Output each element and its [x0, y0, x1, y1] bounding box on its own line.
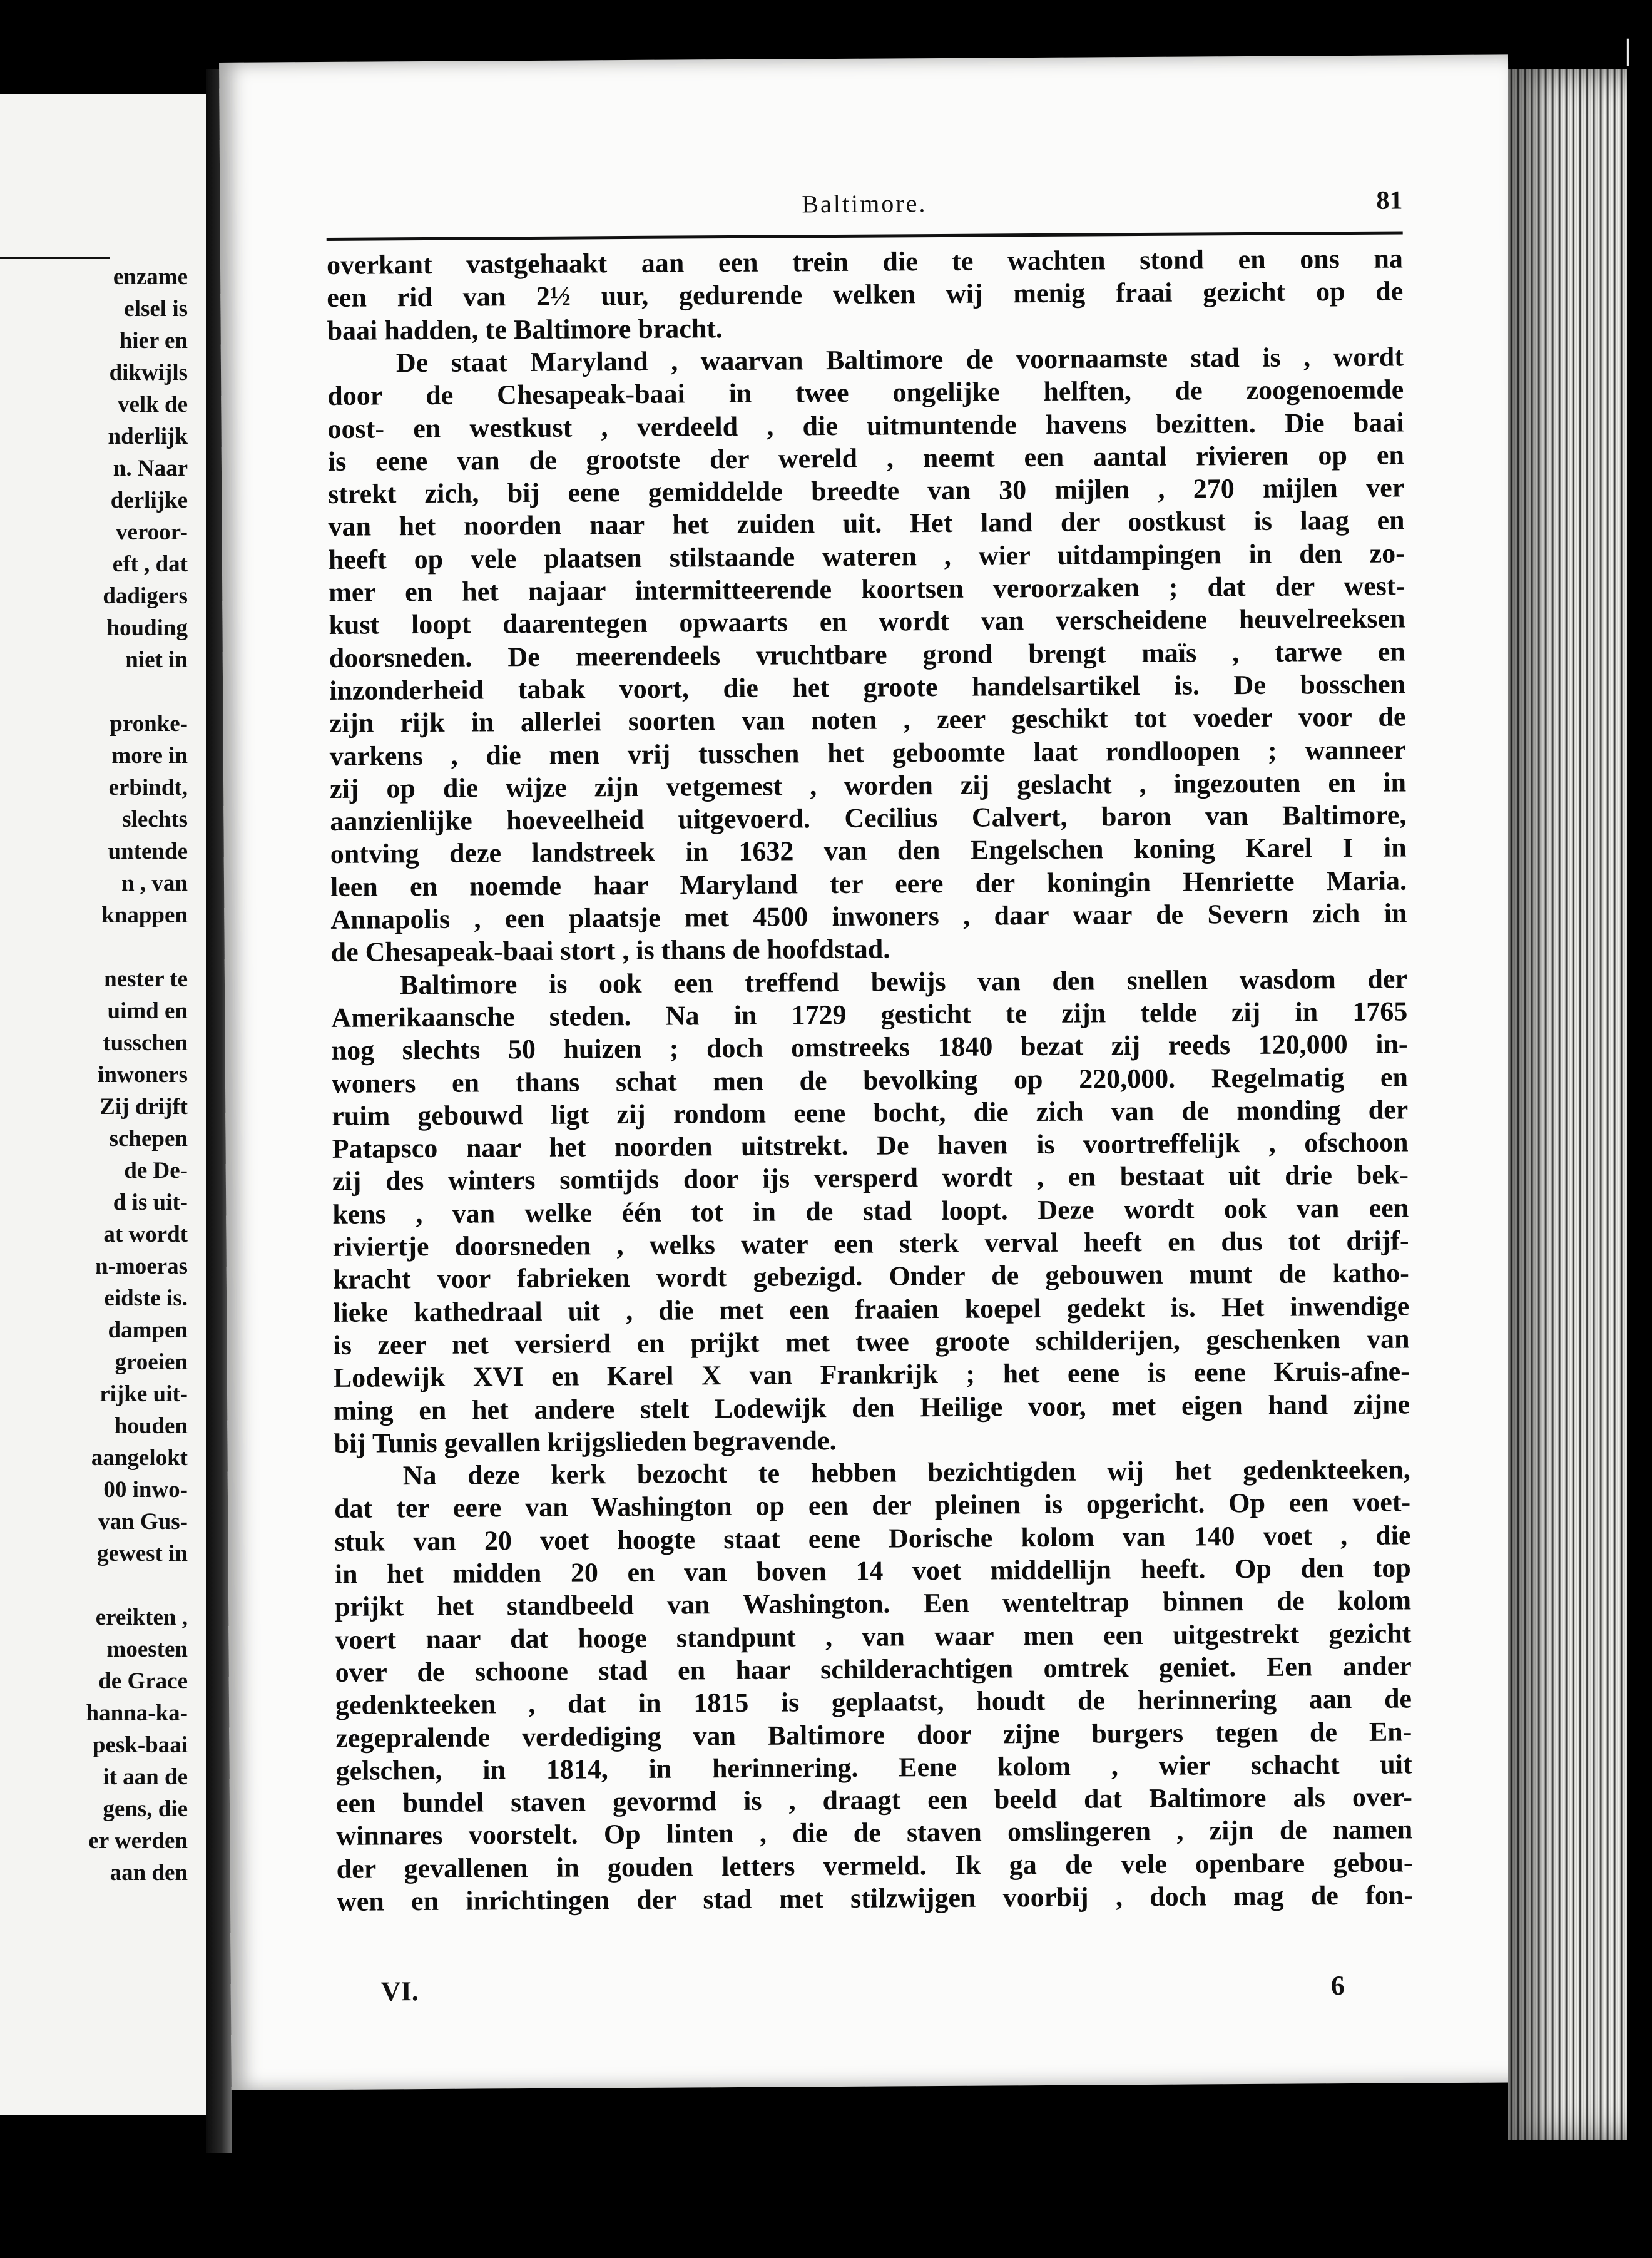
header-rule — [327, 231, 1403, 241]
body-line: lieke kathedraal uit , die met een fraaien koepel gedekt is. Het inwendige — [333, 1290, 1410, 1328]
left-page-line: n. Naar — [113, 456, 188, 481]
left-page-line: more in — [111, 743, 188, 769]
body-line: aanzienlijke hoeveelheid uitgevoerd. Cecilius Calvert, baron van Baltimore, — [330, 799, 1407, 837]
left-page-line: niet in — [125, 647, 188, 673]
left-page-line: at wordt — [103, 1222, 188, 1247]
body-line: Na deze kerk bezocht te hebben bezichtigden wij het gedenkteeken, — [402, 1454, 1410, 1491]
left-page-line: inwoners — [98, 1062, 188, 1088]
left-page-line: hier en — [119, 328, 188, 354]
body-line: overkant vastgehaakt aan een trein die te wachten stond en ons na — [326, 243, 1404, 280]
body-line: een bundel staven gevormd is , draagt een beeld dat Baltimore als over- — [335, 1781, 1413, 1819]
left-page-line: aan den — [110, 1860, 188, 1886]
body-line: Lodewijk XVI en Karel X van Frankrijk ; het eene is eene Kruis-afne- — [333, 1356, 1410, 1393]
left-page-line: nderlijk — [108, 424, 188, 449]
left-page-line: rijke uit- — [99, 1381, 188, 1407]
body-line: dat ter eere van Washington op een der pleinen is opgericht. Op een voet- — [334, 1486, 1411, 1524]
body-line: gelschen, in 1814, in herinnering. Eene kolom , wier schacht uit — [335, 1749, 1412, 1786]
left-page-line: velk de — [117, 392, 188, 417]
body-line: Amerikaansche steden. Na in 1729 gesticht te zijn telde zij in 1765 — [331, 996, 1408, 1033]
left-page-line: houden — [114, 1413, 188, 1439]
left-page-line: pronke- — [110, 711, 188, 737]
body-line: over de schoone stad en haar schilderachtigen omtrek geniet. Een ander — [335, 1650, 1412, 1688]
body-line: baai hadden, te Baltimore bracht. — [327, 313, 723, 346]
left-page-line: ereikten , — [95, 1605, 188, 1630]
left-page-line: slechts — [122, 807, 188, 832]
page-edges — [1508, 69, 1627, 2140]
left-page-line: uimd en — [107, 998, 188, 1024]
body-line: voert naar dat hooge standpunt , van waar men een uitgestrekt gezicht — [335, 1618, 1412, 1655]
body-line: leen en noemde haar Maryland ter eere der koningin Henriette Maria. — [330, 865, 1407, 902]
left-page-line: de Grace — [98, 1668, 188, 1694]
body-line: gedenkteeken , dat in 1815 is geplaatst, houdt de herinnering aan de — [335, 1683, 1412, 1720]
page-number: 81 — [1376, 186, 1403, 215]
left-page-line: moesten — [106, 1637, 188, 1662]
body-line: doorsneden. De meerendeels vruchtbare grond brengt maïs , tarwe en — [329, 636, 1405, 673]
left-page-line: 00 inwo- — [103, 1477, 188, 1503]
left-page-line: pesk-baai — [92, 1732, 188, 1758]
body-line: kracht voor fabrieken wordt gebezigd. Onder de gebouwen munt de katho- — [332, 1257, 1409, 1295]
left-page-line: dikwijls — [109, 360, 188, 386]
page-header — [326, 185, 1402, 227]
left-page-line: groeien — [115, 1349, 188, 1375]
body-line: oost- en westkust , verdeeld , die uitmuntende havens bezitten. Die baai — [327, 407, 1404, 444]
body-line: ming en het andere stelt Lodewijk den Heilige voor, met eigen hand zijne — [334, 1389, 1410, 1426]
left-page-line: nester te — [104, 966, 188, 992]
corner-mark: ǀ — [1624, 31, 1632, 75]
left-page-line: untende — [108, 839, 188, 864]
left-page-line: veroor- — [115, 519, 188, 545]
body-line: zij op die wijze zijn vetgemest , worden zij geslacht , ingezouten en in — [329, 767, 1407, 804]
left-page-line: eidste is. — [104, 1285, 188, 1311]
body-line: riviertje doorsneden , welks water een sterk verval heeft en dus tot drijf- — [332, 1225, 1409, 1262]
body-line: inzonderheid tabak voort, die het groote handelsartikel is. De bosschen — [329, 668, 1406, 706]
body-line: in het midden 20 en van boven 14 voet middellijn heeft. Op den top — [334, 1552, 1411, 1590]
body-line: kens , van welke één tot in de stad loopt. Deze wordt ook van een — [332, 1192, 1409, 1230]
body-line: ontving deze landstreek in 1632 van den Engelschen koning Karel I in — [330, 832, 1407, 869]
body-line: zijn rijk in allerlei soorten van noten , zeer geschikt tot voeder voor de — [329, 701, 1406, 738]
body-line: varkens , die men vrij tusschen het geboomte laat rondloopen ; wanneer — [329, 734, 1406, 772]
body-line: ruim gebouwd ligt zij rondom eene bocht, die zich van de monding der — [332, 1094, 1409, 1132]
left-page-line: er werden — [88, 1828, 188, 1854]
left-page-line: hanna-ka- — [86, 1700, 188, 1726]
body-line: Patapsco naar het noorden uitstrekt. De haven is voortreffelijk , ofschoon — [332, 1126, 1409, 1164]
body-line: winnares voorstelt. Op linten , die de staven omslingeren , zijn de namen — [336, 1814, 1413, 1851]
left-page-line: n-moeras — [95, 1254, 188, 1279]
body-line: is zeer net versierd en prijkt met twee groote schilderijen, geschenken van — [333, 1323, 1410, 1361]
body-line: van het noorden naar het zuiden uit. Het land der oostkust is laag en — [328, 504, 1405, 542]
body-line: strekt zich, bij eene gemiddelde breedte van 30 mijlen , 270 mijlen ver — [328, 472, 1405, 509]
body-line: heeft op vele plaatsen stilstaande wateren , wier uitdampingen in den zo- — [328, 538, 1405, 575]
left-page-line: houding — [106, 615, 188, 641]
sheet-number: 6 — [1330, 1970, 1345, 2001]
left-page-line: it aan de — [103, 1764, 188, 1790]
left-page-line: eft , dat — [112, 551, 188, 577]
body-line: De staat Maryland , waarvan Baltimore de voornaamste stad is , wordt — [395, 341, 1404, 379]
right-page — [219, 54, 1521, 2090]
left-page-line: gens, die — [103, 1796, 188, 1822]
body-line: een rid van 2½ uur, gedurende welken wij menig fraai gezicht op de — [327, 275, 1404, 313]
body-line: kust loopt daarentegen opwaarts en wordt van verscheidene heuvelreeksen — [329, 603, 1405, 640]
body-line: wen en inrichtingen der stad met stilzwijgen voorbij , doch mag de fon- — [336, 1879, 1414, 1917]
running-title: Baltimore. — [802, 189, 927, 218]
body-line: stuk van 20 voet hoogte staat eene Dorische kolom van 140 voet , die — [334, 1520, 1411, 1557]
body-line: Annapolis , een plaatsje met 4500 inwoners , daar waar de Severn zich in — [330, 897, 1407, 935]
body-line: zij des winters somtijds door ijs versperd wordt , en bestaat uit drie bek- — [332, 1159, 1409, 1197]
left-page-line: Zij drijft — [99, 1094, 188, 1120]
left-page-line: tusschen — [103, 1030, 188, 1056]
body-line: Baltimore is ook een treffend bewijs van den snellen wasdom der — [399, 963, 1408, 1001]
left-page-line: de De- — [124, 1158, 188, 1183]
body-text — [326, 243, 1414, 1917]
left-page-line: dampen — [108, 1317, 188, 1343]
left-page-line: gewest in — [97, 1541, 188, 1566]
body-line: woners en thans schat men de bevolking op 220,000. Regelmatig en — [331, 1061, 1409, 1099]
left-page-line: derlijke — [110, 488, 188, 513]
left-page-line: elsel is — [124, 296, 188, 322]
left-page-line: erbindt, — [108, 775, 188, 800]
left-facing-page — [0, 94, 212, 2115]
page-footer — [381, 1969, 1345, 2010]
body-line: is eene van de grootste der wereld , neemt een aantal rivieren op en — [327, 439, 1405, 477]
body-line: nog slechts 50 huizen ; doch omstreeks 1840 bezat zij reeds 120,000 in- — [331, 1028, 1408, 1066]
left-page-line: schepen — [109, 1126, 188, 1152]
left-page-line: van Gus- — [98, 1509, 188, 1535]
body-line: mer en het najaar intermitteerende koortsen veroorzaken ; dat der west- — [329, 570, 1405, 608]
left-header-rule — [0, 257, 110, 259]
body-line: der gevallenen in gouden letters vermeld. Ik ga de vele openbare gebou- — [336, 1847, 1413, 1884]
body-line: door de Chesapeak-baai in twee ongelijke helften, de zoogenoemde — [327, 374, 1404, 411]
left-page-line: n , van — [121, 871, 188, 896]
left-page-line: knappen — [101, 902, 188, 928]
left-page-line: aangelokt — [91, 1445, 188, 1471]
left-page-line: d is uit- — [113, 1190, 188, 1215]
body-line: bij Tunis gevallen krijgslieden begravende. — [334, 1425, 837, 1459]
left-page-line: dadigers — [103, 583, 188, 609]
body-line: prijkt het standbeeld van Washington. Een wenteltrap binnen de kolom — [334, 1585, 1412, 1622]
body-line: zegepralende verdediging van Baltimore door zijne burgers tegen de En- — [335, 1716, 1412, 1754]
left-page-line: enzame — [113, 264, 188, 290]
body-line: de Chesapeak-baai stort , is thans de hoofdstad. — [330, 933, 890, 968]
signature-mark: VI. — [380, 1976, 419, 2007]
